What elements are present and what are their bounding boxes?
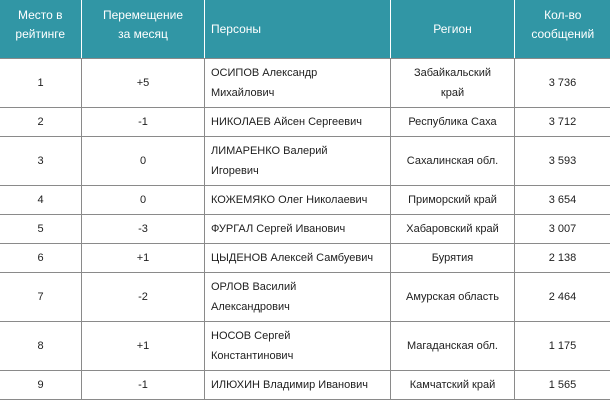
cell-rank: 2 xyxy=(0,108,82,137)
cell-region: Сахалинская обл. xyxy=(391,137,515,186)
cell-move: +5 xyxy=(82,59,205,108)
cell-rank: 8 xyxy=(0,322,82,371)
cell-move: +1 xyxy=(82,244,205,273)
cell-person: НОСОВ Сергей Константинович xyxy=(205,322,391,371)
cell-move: -2 xyxy=(82,273,205,322)
cell-rank: 7 xyxy=(0,273,82,322)
cell-rank: 9 xyxy=(0,371,82,400)
cell-count: 2 138 xyxy=(515,244,610,273)
cell-rank: 5 xyxy=(0,215,82,244)
cell-count: 1 175 xyxy=(515,322,610,371)
cell-region: Бурятия xyxy=(391,244,515,273)
cell-count: 3 736 xyxy=(515,59,610,108)
table-row xyxy=(0,244,610,273)
table-body xyxy=(0,59,610,400)
header-move: Перемещение за месяц xyxy=(82,0,205,59)
cell-person: ИЛЮХИН Владимир Иванович xyxy=(205,371,391,400)
table-row xyxy=(0,371,610,400)
cell-rank: 4 xyxy=(0,186,82,215)
table-row xyxy=(0,186,610,215)
cell-rank: 6 xyxy=(0,244,82,273)
cell-person: ОРЛОВ Василий Александрович xyxy=(205,273,391,322)
cell-move: -1 xyxy=(82,371,205,400)
cell-rank: 3 xyxy=(0,137,82,186)
cell-count: 3 654 xyxy=(515,186,610,215)
cell-count: 3 712 xyxy=(515,108,610,137)
cell-region: Приморский край xyxy=(391,186,515,215)
header-row xyxy=(0,0,610,59)
cell-move: +1 xyxy=(82,322,205,371)
cell-count: 3 007 xyxy=(515,215,610,244)
cell-person: ОСИПОВ Александр Михайлович xyxy=(205,59,391,108)
cell-person: ЦЫДЕНОВ Алексей Самбуевич xyxy=(205,244,391,273)
cell-region: Республика Саха xyxy=(391,108,515,137)
cell-move: -1 xyxy=(82,108,205,137)
cell-count: 2 464 xyxy=(515,273,610,322)
table-row xyxy=(0,59,610,108)
cell-person: НИКОЛАЕВ Айсен Сергеевич xyxy=(205,108,391,137)
cell-person: ФУРГАЛ Сергей Иванович xyxy=(205,215,391,244)
cell-move: -3 xyxy=(82,215,205,244)
table-row xyxy=(0,273,610,322)
table-row xyxy=(0,137,610,186)
cell-person: ЛИМАРЕНКО Валерий Игоревич xyxy=(205,137,391,186)
cell-rank: 1 xyxy=(0,59,82,108)
header-person: Персоны xyxy=(205,0,391,59)
table-row xyxy=(0,108,610,137)
header-region: Регион xyxy=(391,0,515,59)
table-row xyxy=(0,215,610,244)
table-header xyxy=(0,0,610,59)
cell-region: Амурская область xyxy=(391,273,515,322)
cell-move: 0 xyxy=(82,186,205,215)
header-count: Кол-во сообщений xyxy=(515,0,610,59)
cell-count: 1 565 xyxy=(515,371,610,400)
header-rank: Место в рейтинге xyxy=(0,0,82,59)
cell-person: КОЖЕМЯКО Олег Николаевич xyxy=(205,186,391,215)
cell-region: Хабаровский край xyxy=(391,215,515,244)
cell-region: Забайкальский край xyxy=(391,59,515,108)
cell-region: Камчатский край xyxy=(391,371,515,400)
cell-region: Магаданская обл. xyxy=(391,322,515,371)
table-row xyxy=(0,322,610,371)
cell-move: 0 xyxy=(82,137,205,186)
cell-count: 3 593 xyxy=(515,137,610,186)
